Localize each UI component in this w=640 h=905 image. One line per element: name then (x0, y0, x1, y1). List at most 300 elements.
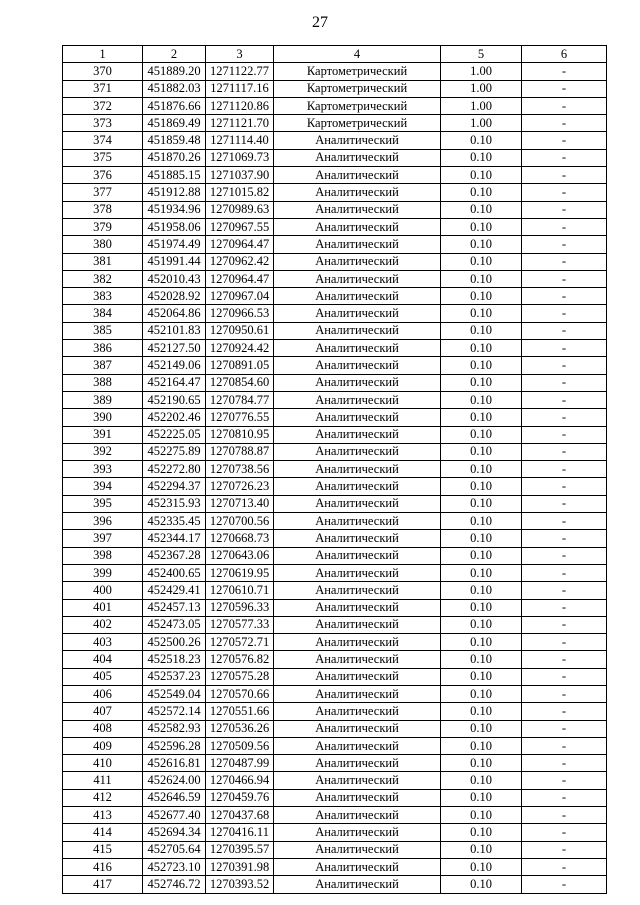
table-row (63, 495, 607, 512)
table-row (63, 858, 607, 875)
table-row (63, 582, 607, 599)
point-number-cell: 399 (63, 564, 143, 581)
x-coordinate-cell: 451882.03 (143, 80, 206, 97)
accuracy-cell: 0.10 (441, 807, 522, 824)
point-number-cell: 416 (63, 858, 143, 875)
accuracy-cell: 0.10 (441, 668, 522, 685)
y-coordinate-cell: 1271117.16 (206, 80, 274, 97)
method-cell: Аналитический (274, 755, 441, 772)
method-cell: Аналитический (274, 772, 441, 789)
accuracy-cell: 0.10 (441, 772, 522, 789)
x-coordinate-cell: 452225.05 (143, 426, 206, 443)
point-number-cell: 401 (63, 599, 143, 616)
y-coordinate-cell: 1270393.52 (206, 876, 274, 893)
point-number-cell: 384 (63, 305, 143, 322)
accuracy-cell: 1.00 (441, 80, 522, 97)
y-coordinate-cell: 1270459.76 (206, 789, 274, 806)
y-coordinate-cell: 1270854.60 (206, 374, 274, 391)
table-row (63, 720, 607, 737)
x-coordinate-cell: 452064.86 (143, 305, 206, 322)
point-number-cell: 385 (63, 322, 143, 339)
method-cell: Аналитический (274, 789, 441, 806)
method-cell: Аналитический (274, 236, 441, 253)
y-coordinate-cell: 1270509.56 (206, 737, 274, 754)
table-row (63, 391, 607, 408)
point-number-cell: 377 (63, 184, 143, 201)
method-cell: Аналитический (274, 270, 441, 287)
method-cell: Аналитический (274, 547, 441, 564)
x-coordinate-cell: 452646.59 (143, 789, 206, 806)
x-coordinate-cell: 452457.13 (143, 599, 206, 616)
y-coordinate-cell: 1270576.82 (206, 651, 274, 668)
point-number-cell: 389 (63, 391, 143, 408)
table-row (63, 305, 607, 322)
table-row (63, 218, 607, 235)
x-coordinate-cell: 452315.93 (143, 495, 206, 512)
table-row (63, 322, 607, 339)
y-coordinate-cell: 1270989.63 (206, 201, 274, 218)
y-coordinate-cell: 1270391.98 (206, 858, 274, 875)
table-row (63, 357, 607, 374)
note-cell: - (522, 616, 607, 633)
y-coordinate-cell: 1270487.99 (206, 755, 274, 772)
note-cell: - (522, 703, 607, 720)
x-coordinate-cell: 451974.49 (143, 236, 206, 253)
table-row (63, 97, 607, 114)
x-coordinate-cell: 452028.92 (143, 288, 206, 305)
note-cell: - (522, 115, 607, 132)
accuracy-cell: 0.10 (441, 824, 522, 841)
method-cell: Аналитический (274, 599, 441, 616)
method-cell: Аналитический (274, 357, 441, 374)
x-coordinate-cell: 451885.15 (143, 167, 206, 184)
table-row (63, 876, 607, 893)
x-coordinate-cell: 452335.45 (143, 513, 206, 530)
table-row (63, 253, 607, 270)
table-row (63, 478, 607, 495)
point-number-cell: 407 (63, 703, 143, 720)
accuracy-cell: 0.10 (441, 737, 522, 754)
accuracy-cell: 0.10 (441, 167, 522, 184)
method-cell: Аналитический (274, 132, 441, 149)
note-cell: - (522, 149, 607, 166)
y-coordinate-cell: 1270810.95 (206, 426, 274, 443)
accuracy-cell: 0.10 (441, 858, 522, 875)
method-cell: Аналитический (274, 841, 441, 858)
note-cell: - (522, 132, 607, 149)
accuracy-cell: 0.10 (441, 564, 522, 581)
y-coordinate-cell: 1270437.68 (206, 807, 274, 824)
y-coordinate-cell: 1270668.73 (206, 530, 274, 547)
table-row (63, 167, 607, 184)
x-coordinate-cell: 451934.96 (143, 201, 206, 218)
accuracy-cell: 0.10 (441, 340, 522, 357)
point-number-cell: 379 (63, 218, 143, 235)
y-coordinate-cell: 1271120.86 (206, 97, 274, 114)
point-number-cell: 396 (63, 513, 143, 530)
point-number-cell: 376 (63, 167, 143, 184)
note-cell: - (522, 443, 607, 460)
accuracy-cell: 0.10 (441, 478, 522, 495)
y-coordinate-cell: 1270788.87 (206, 443, 274, 460)
accuracy-cell: 0.10 (441, 755, 522, 772)
note-cell: - (522, 737, 607, 754)
accuracy-cell: 0.10 (441, 149, 522, 166)
point-number-cell: 406 (63, 685, 143, 702)
x-coordinate-cell: 452127.50 (143, 340, 206, 357)
accuracy-cell: 0.10 (441, 789, 522, 806)
table-row (63, 737, 607, 754)
accuracy-cell: 0.10 (441, 634, 522, 651)
table-row (63, 426, 607, 443)
point-number-cell: 400 (63, 582, 143, 599)
accuracy-cell: 0.10 (441, 253, 522, 270)
table-row (63, 340, 607, 357)
table-row (63, 132, 607, 149)
y-coordinate-cell: 1270966.53 (206, 305, 274, 322)
table-row (63, 270, 607, 287)
column-header: 2 (143, 46, 206, 63)
x-coordinate-cell: 452518.23 (143, 651, 206, 668)
y-coordinate-cell: 1270776.55 (206, 409, 274, 426)
point-number-cell: 370 (63, 63, 143, 80)
accuracy-cell: 0.10 (441, 599, 522, 616)
method-cell: Картометрический (274, 63, 441, 80)
x-coordinate-cell: 451912.88 (143, 184, 206, 201)
accuracy-cell: 0.10 (441, 461, 522, 478)
method-cell: Аналитический (274, 495, 441, 512)
note-cell: - (522, 564, 607, 581)
coordinates-table (62, 45, 607, 894)
method-cell: Картометрический (274, 115, 441, 132)
column-header: 3 (206, 46, 274, 63)
y-coordinate-cell: 1270962.42 (206, 253, 274, 270)
accuracy-cell: 0.10 (441, 270, 522, 287)
y-coordinate-cell: 1270536.26 (206, 720, 274, 737)
y-coordinate-cell: 1270891.05 (206, 357, 274, 374)
note-cell: - (522, 841, 607, 858)
note-cell: - (522, 409, 607, 426)
y-coordinate-cell: 1270577.33 (206, 616, 274, 633)
accuracy-cell: 0.10 (441, 409, 522, 426)
note-cell: - (522, 391, 607, 408)
point-number-cell: 409 (63, 737, 143, 754)
y-coordinate-cell: 1271037.90 (206, 167, 274, 184)
table-row (63, 184, 607, 201)
note-cell: - (522, 270, 607, 287)
point-number-cell: 398 (63, 547, 143, 564)
y-coordinate-cell: 1271015.82 (206, 184, 274, 201)
note-cell: - (522, 807, 607, 824)
method-cell: Аналитический (274, 288, 441, 305)
accuracy-cell: 0.10 (441, 582, 522, 599)
method-cell: Аналитический (274, 201, 441, 218)
y-coordinate-cell: 1271114.40 (206, 132, 274, 149)
point-number-cell: 391 (63, 426, 143, 443)
x-coordinate-cell: 452723.10 (143, 858, 206, 875)
x-coordinate-cell: 451859.48 (143, 132, 206, 149)
y-coordinate-cell: 1270551.66 (206, 703, 274, 720)
point-number-cell: 403 (63, 634, 143, 651)
note-cell: - (522, 789, 607, 806)
method-cell: Аналитический (274, 218, 441, 235)
point-number-cell: 411 (63, 772, 143, 789)
x-coordinate-cell: 452694.34 (143, 824, 206, 841)
accuracy-cell: 1.00 (441, 115, 522, 132)
point-number-cell: 388 (63, 374, 143, 391)
table-row (63, 513, 607, 530)
method-cell: Аналитический (274, 858, 441, 875)
accuracy-cell: 0.10 (441, 374, 522, 391)
y-coordinate-cell: 1271121.70 (206, 115, 274, 132)
method-cell: Аналитический (274, 149, 441, 166)
note-cell: - (522, 651, 607, 668)
table-row (63, 807, 607, 824)
method-cell: Аналитический (274, 305, 441, 322)
note-cell: - (522, 80, 607, 97)
point-number-cell: 382 (63, 270, 143, 287)
x-coordinate-cell: 452537.23 (143, 668, 206, 685)
note-cell: - (522, 322, 607, 339)
method-cell: Аналитический (274, 582, 441, 599)
point-number-cell: 381 (63, 253, 143, 270)
table-row (63, 651, 607, 668)
column-header: 5 (441, 46, 522, 63)
y-coordinate-cell: 1270964.47 (206, 270, 274, 287)
y-coordinate-cell: 1270619.95 (206, 564, 274, 581)
note-cell: - (522, 374, 607, 391)
note-cell: - (522, 305, 607, 322)
accuracy-cell: 0.10 (441, 547, 522, 564)
note-cell: - (522, 218, 607, 235)
x-coordinate-cell: 452473.05 (143, 616, 206, 633)
note-cell: - (522, 876, 607, 893)
x-coordinate-cell: 452294.37 (143, 478, 206, 495)
table-row (63, 461, 607, 478)
x-coordinate-cell: 451870.26 (143, 149, 206, 166)
accuracy-cell: 0.10 (441, 357, 522, 374)
method-cell: Аналитический (274, 703, 441, 720)
x-coordinate-cell: 452344.17 (143, 530, 206, 547)
accuracy-cell: 0.10 (441, 495, 522, 512)
note-cell: - (522, 357, 607, 374)
x-coordinate-cell: 452202.46 (143, 409, 206, 426)
accuracy-cell: 0.10 (441, 426, 522, 443)
point-number-cell: 404 (63, 651, 143, 668)
y-coordinate-cell: 1270395.57 (206, 841, 274, 858)
note-cell: - (522, 167, 607, 184)
method-cell: Аналитический (274, 513, 441, 530)
point-number-cell: 413 (63, 807, 143, 824)
point-number-cell: 371 (63, 80, 143, 97)
point-number-cell: 387 (63, 357, 143, 374)
method-cell: Аналитический (274, 876, 441, 893)
note-cell: - (522, 97, 607, 114)
x-coordinate-cell: 452190.65 (143, 391, 206, 408)
table-header-row (63, 46, 607, 63)
table-row (63, 149, 607, 166)
table-row (63, 409, 607, 426)
point-number-cell: 405 (63, 668, 143, 685)
accuracy-cell: 0.10 (441, 720, 522, 737)
note-cell: - (522, 772, 607, 789)
x-coordinate-cell: 452746.72 (143, 876, 206, 893)
x-coordinate-cell: 452400.65 (143, 564, 206, 581)
point-number-cell: 393 (63, 461, 143, 478)
note-cell: - (522, 236, 607, 253)
table-row (63, 841, 607, 858)
x-coordinate-cell: 451889.20 (143, 63, 206, 80)
method-cell: Аналитический (274, 616, 441, 633)
note-cell: - (522, 634, 607, 651)
y-coordinate-cell: 1270700.56 (206, 513, 274, 530)
x-coordinate-cell: 451869.49 (143, 115, 206, 132)
point-number-cell: 375 (63, 149, 143, 166)
accuracy-cell: 0.10 (441, 651, 522, 668)
method-cell: Аналитический (274, 391, 441, 408)
y-coordinate-cell: 1270726.23 (206, 478, 274, 495)
method-cell: Аналитический (274, 737, 441, 754)
accuracy-cell: 0.10 (441, 703, 522, 720)
x-coordinate-cell: 452272.80 (143, 461, 206, 478)
y-coordinate-cell: 1270643.06 (206, 547, 274, 564)
method-cell: Аналитический (274, 824, 441, 841)
point-number-cell: 378 (63, 201, 143, 218)
y-coordinate-cell: 1270964.47 (206, 236, 274, 253)
accuracy-cell: 0.10 (441, 685, 522, 702)
method-cell: Аналитический (274, 668, 441, 685)
x-coordinate-cell: 452596.28 (143, 737, 206, 754)
table-row (63, 616, 607, 633)
accuracy-cell: 0.10 (441, 288, 522, 305)
table-row (63, 634, 607, 651)
method-cell: Аналитический (274, 184, 441, 201)
x-coordinate-cell: 452164.47 (143, 374, 206, 391)
note-cell: - (522, 288, 607, 305)
x-coordinate-cell: 452705.64 (143, 841, 206, 858)
point-number-cell: 408 (63, 720, 143, 737)
y-coordinate-cell: 1270967.04 (206, 288, 274, 305)
note-cell: - (522, 547, 607, 564)
accuracy-cell: 0.10 (441, 132, 522, 149)
x-coordinate-cell: 452010.43 (143, 270, 206, 287)
method-cell: Аналитический (274, 720, 441, 737)
point-number-cell: 414 (63, 824, 143, 841)
accuracy-cell: 0.10 (441, 876, 522, 893)
method-cell: Аналитический (274, 461, 441, 478)
note-cell: - (522, 63, 607, 80)
table-row (63, 599, 607, 616)
method-cell: Аналитический (274, 340, 441, 357)
y-coordinate-cell: 1271069.73 (206, 149, 274, 166)
note-cell: - (522, 253, 607, 270)
note-cell: - (522, 824, 607, 841)
point-number-cell: 415 (63, 841, 143, 858)
table-row (63, 115, 607, 132)
accuracy-cell: 0.10 (441, 305, 522, 322)
x-coordinate-cell: 451958.06 (143, 218, 206, 235)
x-coordinate-cell: 451991.44 (143, 253, 206, 270)
table-row (63, 443, 607, 460)
note-cell: - (522, 755, 607, 772)
note-cell: - (522, 513, 607, 530)
table-row (63, 564, 607, 581)
x-coordinate-cell: 452582.93 (143, 720, 206, 737)
table-row (63, 685, 607, 702)
x-coordinate-cell: 452429.41 (143, 582, 206, 599)
point-number-cell: 392 (63, 443, 143, 460)
method-cell: Аналитический (274, 651, 441, 668)
y-coordinate-cell: 1270967.55 (206, 218, 274, 235)
y-coordinate-cell: 1270924.42 (206, 340, 274, 357)
accuracy-cell: 0.10 (441, 218, 522, 235)
table-row (63, 80, 607, 97)
accuracy-cell: 0.10 (441, 236, 522, 253)
method-cell: Аналитический (274, 253, 441, 270)
x-coordinate-cell: 452500.26 (143, 634, 206, 651)
column-header: 1 (63, 46, 143, 63)
note-cell: - (522, 461, 607, 478)
x-coordinate-cell: 452275.89 (143, 443, 206, 460)
point-number-cell: 417 (63, 876, 143, 893)
table-row (63, 772, 607, 789)
accuracy-cell: 0.10 (441, 201, 522, 218)
table-row (63, 236, 607, 253)
point-number-cell: 380 (63, 236, 143, 253)
page-number: 27 (312, 14, 328, 31)
x-coordinate-cell: 452549.04 (143, 685, 206, 702)
method-cell: Картометрический (274, 97, 441, 114)
accuracy-cell: 1.00 (441, 63, 522, 80)
table-row (63, 288, 607, 305)
accuracy-cell: 0.10 (441, 322, 522, 339)
x-coordinate-cell: 452677.40 (143, 807, 206, 824)
note-cell: - (522, 478, 607, 495)
method-cell: Аналитический (274, 374, 441, 391)
accuracy-cell: 0.10 (441, 184, 522, 201)
note-cell: - (522, 201, 607, 218)
method-cell: Аналитический (274, 564, 441, 581)
x-coordinate-cell: 452149.06 (143, 357, 206, 374)
point-number-cell: 383 (63, 288, 143, 305)
note-cell: - (522, 599, 607, 616)
y-coordinate-cell: 1271122.77 (206, 63, 274, 80)
y-coordinate-cell: 1270596.33 (206, 599, 274, 616)
point-number-cell: 412 (63, 789, 143, 806)
table-row (63, 755, 607, 772)
y-coordinate-cell: 1270572.71 (206, 634, 274, 651)
column-header: 4 (274, 46, 441, 63)
point-number-cell: 395 (63, 495, 143, 512)
point-number-cell: 390 (63, 409, 143, 426)
method-cell: Аналитический (274, 685, 441, 702)
note-cell: - (522, 340, 607, 357)
x-coordinate-cell: 452624.00 (143, 772, 206, 789)
note-cell: - (522, 184, 607, 201)
method-cell: Аналитический (274, 443, 441, 460)
point-number-cell: 397 (63, 530, 143, 547)
point-number-cell: 386 (63, 340, 143, 357)
y-coordinate-cell: 1270784.77 (206, 391, 274, 408)
y-coordinate-cell: 1270738.56 (206, 461, 274, 478)
coordinates-table-body (63, 46, 607, 894)
note-cell: - (522, 858, 607, 875)
note-cell: - (522, 582, 607, 599)
method-cell: Аналитический (274, 322, 441, 339)
method-cell: Аналитический (274, 426, 441, 443)
column-header: 6 (522, 46, 607, 63)
table-row (63, 668, 607, 685)
